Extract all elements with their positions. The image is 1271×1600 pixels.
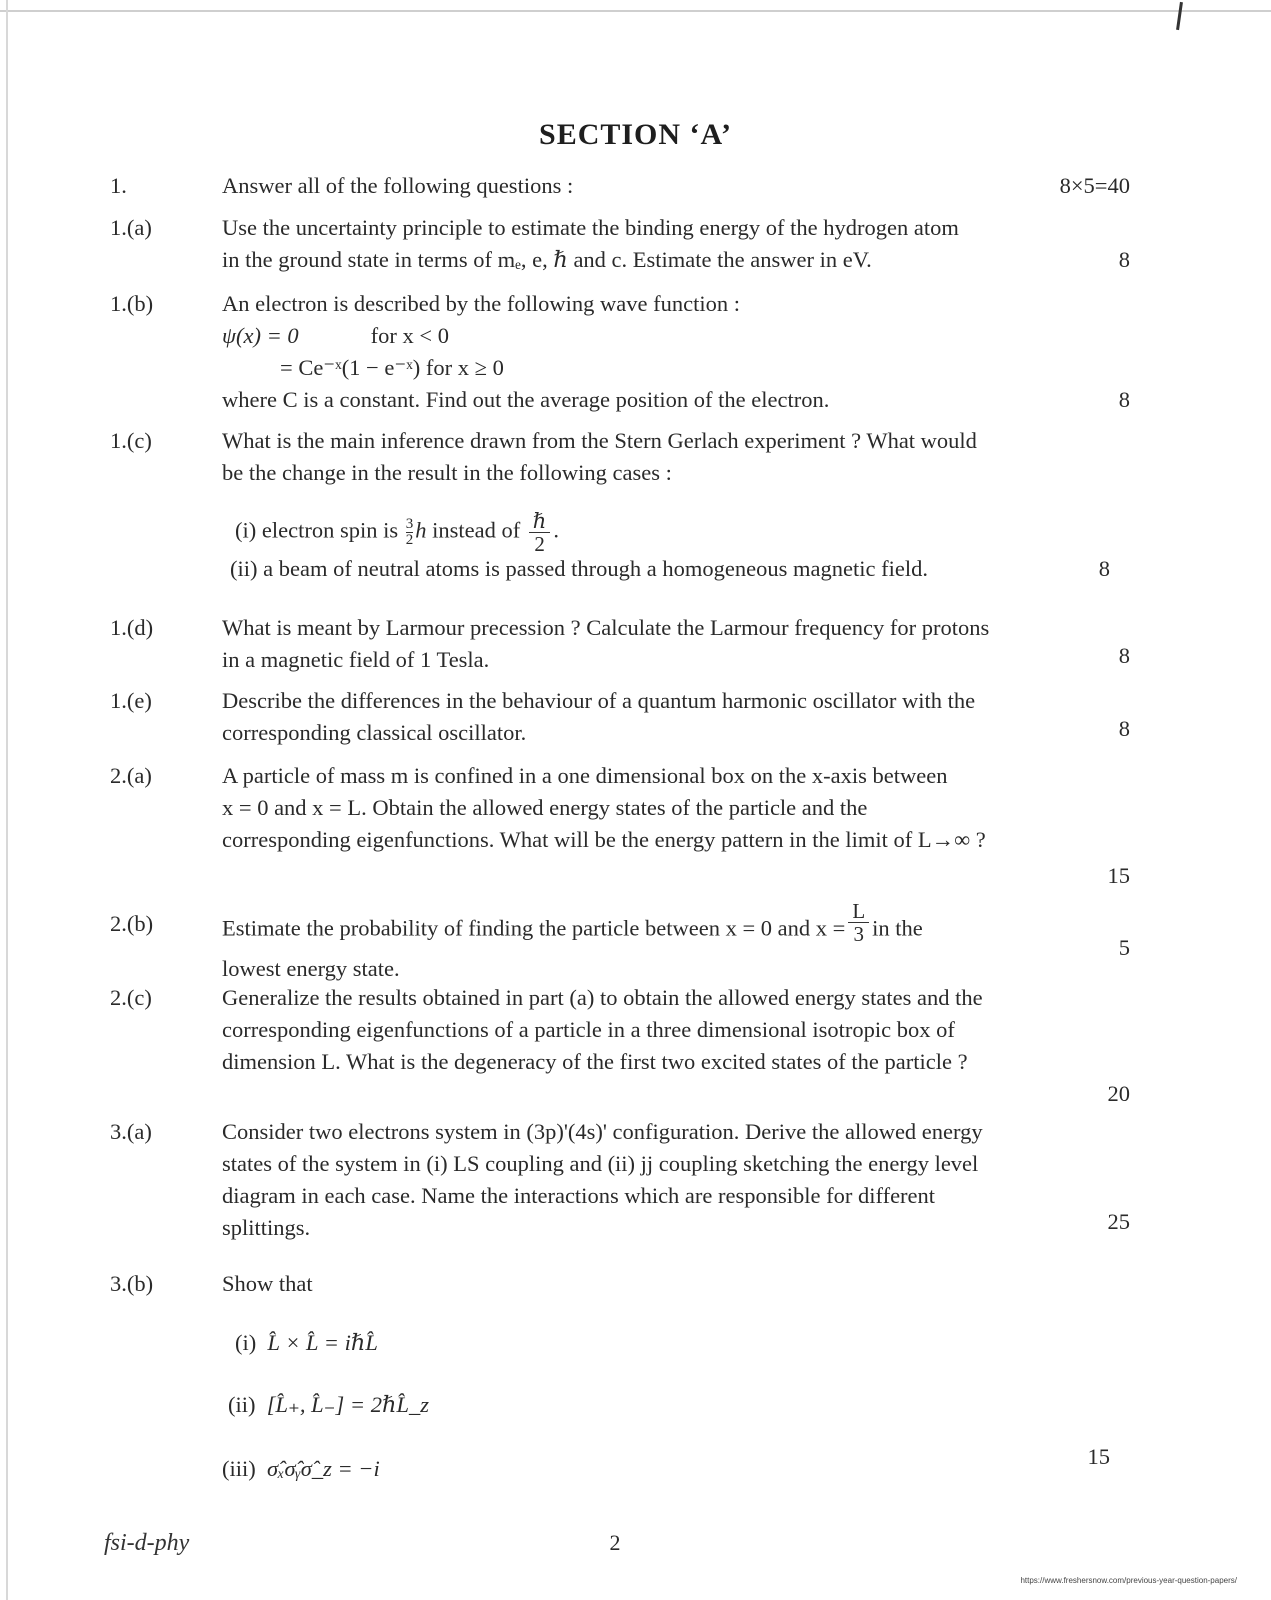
subpart-text: instead of xyxy=(432,517,521,543)
subpart-label: (i) xyxy=(235,517,257,543)
subpart-label: (ii) xyxy=(230,556,258,581)
wave-function-eq1 xyxy=(222,320,1110,352)
subpart-1c-i: (i) electron spin is $\frac{3}{2}$ h instead of ℏ 2 . xyxy=(235,509,559,556)
question-text-line: diagram in each case. Name the interactions which are responsible for different xyxy=(222,1183,936,1208)
question-text-line: corresponding eigenfunctions. What will be the energy pattern in the limit of L→∞ ? xyxy=(222,827,986,852)
subpart-3b-ii xyxy=(228,1392,429,1418)
question-text-line: A particle of mass m is confined in a one dimensional box on the x-axis between xyxy=(222,763,948,788)
question-number: 2.(b) xyxy=(110,911,154,936)
question-text-line: Generalize the results obtained in part (a) to obtain the allowed energy states and the xyxy=(222,985,983,1010)
h-symbol: h xyxy=(415,517,427,543)
subpart-label: (iii) xyxy=(222,1456,256,1481)
marks: 8 xyxy=(1118,716,1130,741)
source-url: https://www.freshersnow.com/previous-year-question-papers/ xyxy=(1020,1576,1237,1585)
question-text-line: states of the system in (i) LS coupling and (ii) jj coupling sketching the energy level xyxy=(222,1151,979,1176)
eq-lhs: ψ(x) = 0 xyxy=(222,323,299,348)
subpart-text: a beam of neutral atoms is passed through a homogeneous magnetic field. xyxy=(263,556,928,581)
question-text-line: x = 0 and x = L. Obtain the allowed energy states of the particle and the xyxy=(222,795,868,820)
question-text-line: Use the uncertainty principle to estimate the binding energy of the hydrogen atom xyxy=(222,215,959,240)
question-text-line: in the ground state in terms of mₑ, e, ℏ and c. Estimate the answer in eV. xyxy=(222,247,872,272)
pen-mark xyxy=(1176,2,1183,30)
fraction-three-halves: $\frac{3}{2}$ xyxy=(405,516,414,548)
question-number: 1. xyxy=(110,173,127,198)
subpart-3b-i xyxy=(235,1330,378,1356)
question-text-line: corresponding eigenfunctions of a particle in a three dimensional isotropic box of xyxy=(222,1017,955,1042)
page-number: 2 xyxy=(609,1530,621,1555)
subpart-label: (ii) xyxy=(228,1392,256,1417)
question-text-line: in a magnetic field of 1 Tesla. xyxy=(222,647,490,672)
subpart-equation: σ̂ₓσ̂ᵧσ̂_z = −i xyxy=(267,1456,380,1481)
section-title: SECTION ‘A’ xyxy=(539,118,732,151)
question-number: 1.(b) xyxy=(110,291,154,316)
subpart-equation: L̂ × L̂ = iℏL̂ xyxy=(267,1330,378,1355)
marks: 5 xyxy=(1118,935,1130,960)
scan-top-border xyxy=(0,10,1271,12)
question-text-line: lowest energy state. xyxy=(222,956,400,981)
fraction-L-third: $\frac{L}{3}$ xyxy=(848,900,869,945)
fraction-hbar-half: ℏ 2 xyxy=(529,510,551,555)
marks: 15 xyxy=(1107,863,1130,888)
marks: 20 xyxy=(1107,1081,1130,1106)
subpart-3b-iii xyxy=(222,1444,1110,1482)
marks: 25 xyxy=(1107,1209,1130,1234)
wave-function-eq2: = Ce⁻ˣ(1 − e⁻ˣ) for x ≥ 0 xyxy=(280,355,504,380)
marks: 8 xyxy=(1118,643,1130,668)
scan-left-border xyxy=(6,0,8,1600)
question-number: 1.(c) xyxy=(110,428,152,453)
paper-code: fsi-d-phy xyxy=(104,1530,190,1556)
question-text-line: splittings. xyxy=(222,1215,311,1240)
subpart-text: electron spin is xyxy=(261,517,399,543)
question-text-line: Estimate the probability of finding the particle between x = 0 and x = $\frac{L}{3}$ in the xyxy=(222,899,923,946)
question-number: 2.(c) xyxy=(110,985,152,1010)
question-number: 1.(e) xyxy=(110,688,152,713)
marks: 8 xyxy=(1118,247,1130,272)
question-number: 3.(b) xyxy=(110,1271,154,1296)
question-text-line: dimension L. What is the degeneracy of the first two excited states of the particle ? xyxy=(222,1049,968,1074)
question-text-line: What is meant by Larmour precession ? Calculate the Larmour frequency for protons xyxy=(222,615,990,640)
question-text-line: Describe the differences in the behaviour of a quantum harmonic oscillator with the xyxy=(222,688,976,713)
marks: 15 xyxy=(1087,1444,1110,1469)
question-text-line: be the change in the result in the following cases : xyxy=(222,460,672,485)
question-number: 2.(a) xyxy=(110,763,152,788)
marks: 8 xyxy=(1118,387,1130,412)
question-text-line: An electron is described by the following wave function : xyxy=(222,291,740,316)
marks: 8×5=40 xyxy=(1059,173,1130,198)
question-text-line: What is the main inference drawn from the Stern Gerlach experiment ? What would xyxy=(222,428,977,453)
question-text: Answer all of the following questions : xyxy=(222,173,574,198)
question-text-line: corresponding classical oscillator. xyxy=(222,720,527,745)
question-number: 1.(a) xyxy=(110,215,152,240)
subpart-equation: [L̂₊, L̂₋] = 2ℏL̂_z xyxy=(266,1392,429,1417)
question-text-line: Show that xyxy=(222,1271,313,1296)
marks: 8 xyxy=(1098,556,1110,581)
question-number: 3.(a) xyxy=(110,1119,152,1144)
subpart-1c-ii xyxy=(230,556,1110,582)
question-text-line: Consider two electrons system in (3p)'(4s)' configuration. Derive the allowed energy xyxy=(222,1119,983,1144)
question-text-line: where C is a constant. Find out the average position of the electron. xyxy=(222,387,830,412)
question-number: 1.(d) xyxy=(110,615,154,640)
eq-condition: for x < 0 xyxy=(370,323,449,348)
subpart-label: (i) xyxy=(235,1330,257,1355)
